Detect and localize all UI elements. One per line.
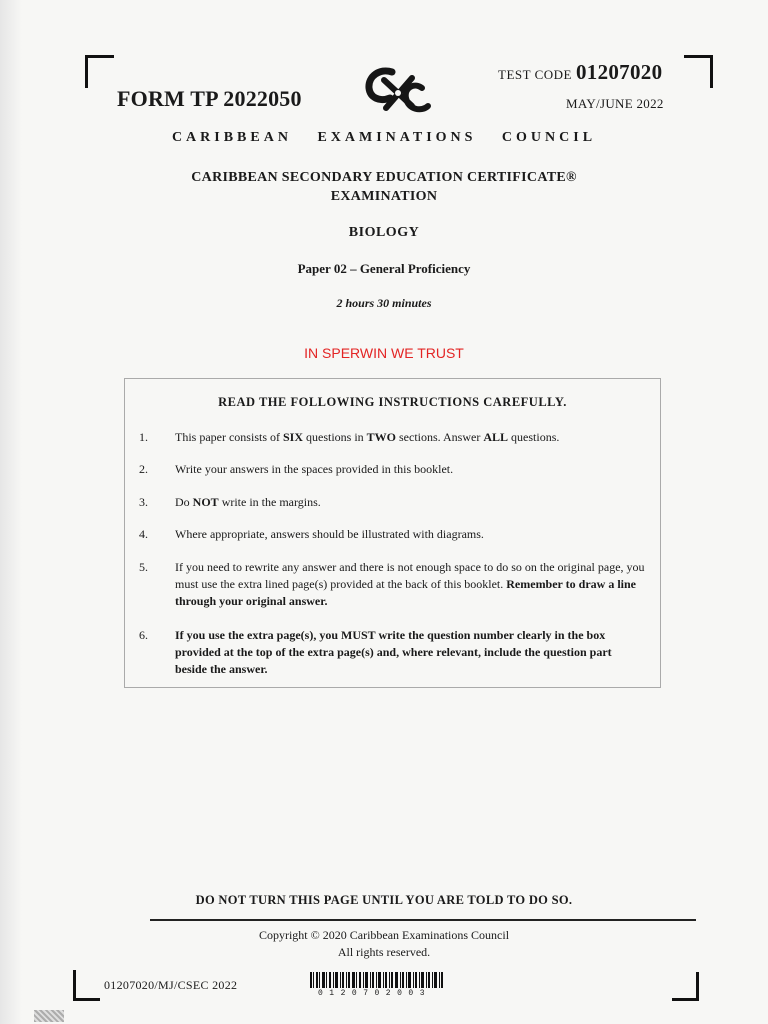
instruction-number: 3. (139, 495, 148, 509)
corner-mark-bottom-left (73, 970, 100, 1001)
instruction-number: 1. (139, 430, 148, 444)
exam-session: MAY/JUNE 2022 (566, 96, 664, 111)
instruction-text-part: If you need to rewrite any answer and there is not enough space to do so on the original page, you must use the extra lined page(s) provided at the back of this booklet. (175, 560, 645, 591)
page-edge-shadow (0, 0, 22, 1024)
instruction-emphasis: Remember to draw a line through your original answer. (175, 577, 636, 608)
barcode-digits: 01207020​03 (318, 989, 432, 998)
instruction-text (175, 559, 645, 610)
instruction-text-part: write in the margins. (218, 495, 321, 509)
exam-title-line-2: EXAMINATION (330, 189, 438, 204)
instruction-text: If you use the extra page(s), you MUST write the question number clearly in the box provided at the top of the extra page(s) and, where relevant, include the question part beside the answer. (175, 628, 612, 676)
barcode (310, 972, 444, 998)
barcode-bars-icon (310, 972, 444, 988)
instruction-text-part: sections. Answer (396, 430, 484, 444)
instruction-number: 6. (139, 628, 148, 642)
instruction-number: 5. (139, 560, 148, 574)
corner-mark-top-right (684, 55, 713, 88)
council-name: CARIBBEAN EXAMINATIONS COUNCIL (171, 130, 597, 145)
rights-line: All rights reserved. (337, 945, 431, 959)
test-code-label: TEST CODE (498, 67, 572, 82)
paper-title: Paper 02 – General Proficiency (297, 261, 471, 276)
exam-title-line-1: CARIBBEAN SECONDARY EDUCATION CERTIFICATE® (191, 170, 577, 185)
red-stamp-text: IN SPERWIN WE TRUST (304, 345, 464, 361)
footer-paper-code: 01207020/MJ/CSEC 2022 (104, 978, 238, 992)
instruction-text (175, 494, 645, 511)
instruction-emphasis: SIX (282, 430, 303, 444)
copyright-line: Copyright © 2020 Caribbean Examinations Council (258, 928, 510, 942)
instruction-text-part: Do (175, 495, 193, 509)
instructions-heading: READ THE FOLLOWING INSTRUCTIONS CAREFULLY. (218, 395, 567, 409)
test-code (498, 60, 662, 85)
instruction-number: 2. (139, 462, 148, 476)
instruction-text (175, 429, 645, 446)
instruction-emphasis: NOT (192, 495, 219, 509)
instruction-emphasis: ALL (483, 430, 509, 444)
subject-title: BIOLOGY (348, 225, 420, 240)
instruction-number: 4. (139, 527, 148, 541)
instruction-emphasis: TWO (366, 430, 397, 444)
instruction-text-part: This paper consists of (175, 430, 283, 444)
instruction-text: Where appropriate, answers should be illustrated with diagrams. (175, 527, 484, 541)
test-code-value: 01207020 (575, 60, 663, 84)
footer-divider (150, 919, 696, 921)
scan-smudge (34, 1010, 64, 1022)
corner-mark-top-left (85, 55, 114, 88)
corner-mark-bottom-right (672, 972, 699, 1001)
instruction-text-part: questions. (508, 430, 560, 444)
exam-duration: 2 hours 30 minutes (336, 296, 432, 310)
instructions-box (124, 378, 661, 688)
form-code: FORM TP 2022050 (117, 86, 302, 111)
copyright-notice (0, 927, 768, 961)
instruction-text: Write your answers in the spaces provided in this booklet. (175, 462, 454, 476)
cxc-logo-icon (362, 66, 432, 116)
instruction-text-part: questions in (303, 430, 367, 444)
exam-title (0, 168, 768, 206)
do-not-turn-warning: DO NOT TURN THIS PAGE UNTIL YOU ARE TOLD TO DO SO. (195, 893, 573, 907)
